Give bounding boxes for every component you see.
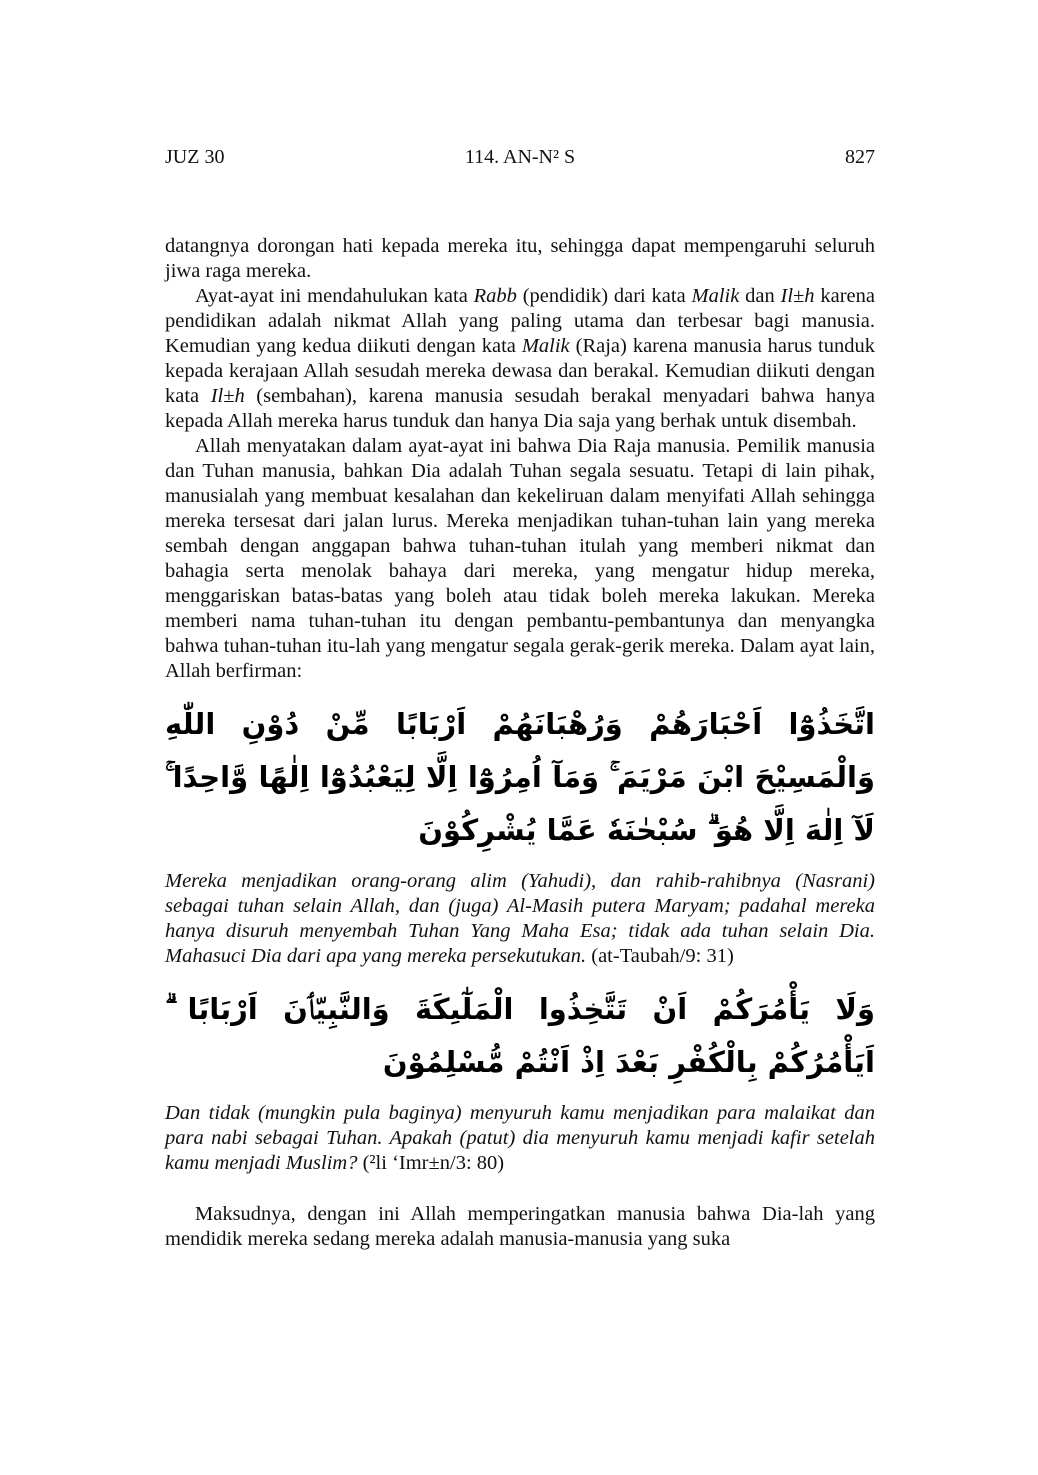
term-ilah: Il±h — [780, 285, 815, 307]
surah-title: 114. AN-N² S — [464, 146, 576, 168]
verse-reference: (at-Taubah/9: 31) — [591, 945, 734, 967]
paragraph-3: Allah menyatakan dalam ayat-ayat ini bahwa Dia Raja manusia. Pemilik manusia dan Tuhan manusia, bahkan Dia adalah Tuhan segala sesuatu. Tetapi di lain pihak, manusialah yang membuat kesalahan dan kekeliruan dalam menyifati Allah sehingga mereka tersesat dari jalan lurus. Mereka menjadikan tuhan-tuhan lain yang mereka sembah dengan anggapan bahwa tuhan-tuhan itulah yang memberi nikmat dan bahagia serta menolak bahaya dari mereka, yang mengatur hidup mereka, menggariskan batas-batas yang boleh atau tidak boleh mereka lakukan. Mereka memberi nama tuhan-tuhan itu dengan pembantu-pembantunya dan menyangka bahwa tuhan-tuhan itu-lah yang mengatur segala gerak-gerik mereka. Dalam ayat lain, Allah berfirman: — [165, 435, 875, 682]
translation-at-taubah: Mereka menjadikan orang-orang alim (Yahudi), dan rahib-rahibnya (Nasrani) sebagai tuhan selain Allah, dan (juga) Al-Masih putera Maryam; padahal mereka hanya disuruh menyembah Tuhan Yang Maha Esa; tidak ada tuhan selain Dia. Mahasuci Dia dari apa yang mereka persekutukan. (at-Taubah/9: 31) — [165, 870, 875, 967]
verse-reference: (²li ‘Imr±n/3: 80) — [362, 1152, 505, 1174]
page-header — [165, 146, 875, 176]
paragraph-4: Maksudnya, dengan ini Allah memperingatkan manusia bahwa Dia-lah yang mendidik mereka sedang mereka adalah manusia-manusia yang suka — [165, 1203, 875, 1250]
term-ilah: Il±h — [210, 385, 245, 407]
term-malik: Malik — [521, 335, 570, 357]
term-malik: Malik — [691, 285, 740, 307]
arabic-verse-ali-imran: وَلَا يَأْمُرَكُمْ اَنْ تَتَّخِذُوا الْمَلٰٓىِكَةَ وَالنَّبِيّٲنَ اَرْبَابًا ۗ اَيَأْمُرُكُمْ بِالْكُفْرِ بَعْدَ اِذْ اَنْتُمْ مُّسْلِمُوْنَ — [165, 992, 875, 1079]
translation-ali-imran: Dan tidak (mungkin pula baginya) menyuruh kamu menjadikan para malaikat dan para nabi sebagai Tuhan. Apakah (patut) dia menyuruh kamu menjadi kafir setelah kamu menjadi Muslim? (²li ‘Imr±n/3: 80) — [165, 1102, 875, 1174]
spacer — [165, 1176, 875, 1202]
term-rabb: Rabb — [473, 285, 517, 307]
paragraph-1: datangnya dorongan hati kepada mereka itu, sehingga dapat mempengaruhi seluruh jiwa raga mereka. — [165, 235, 875, 282]
juz-label: JUZ 30 — [165, 146, 225, 168]
arabic-verse-at-taubah: اتَّخَذُوْٓا اَحْبَارَهُمْ وَرُهْبَانَهُمْ اَرْبَابًا مِّنْ دُوْنِ اللّٰهِ وَالْمَسِيْحَ ابْنَ مَرْيَمَ ۚ وَمَآ اُمِرُوْٓا اِلَّا لِيَعْبُدُوْٓا اِلٰهًا وَّاحِدًا ۚ لَآ اِلٰهَ اِلَّا هُوَ ۗ سُبْحٰنَهٗ عَمَّا يُشْرِكُوْنَ — [165, 707, 875, 847]
page-body — [165, 234, 875, 1252]
paragraph-2: Ayat-ayat ini mendahulukan kata Rabb (pendidik) dari kata Malik dan Il±h karena pendidikan adalah nikmat Allah yang paling utama dan terbesar bagi manusia. Kemudian yang kedua diikuti dengan kata Malik (Raja) karena manusia harus tunduk kepada kerajaan Allah sesudah mereka dewasa dan berakal. Kemudian diikuti dengan kata Il±h (sembahan), karena manusia sesudah berakal menyadari bahwa hanya kepada Allah mereka harus tunduk dan hanya Dia saja yang berhak untuk disembah. — [165, 285, 875, 432]
page-number: 827 — [845, 146, 875, 168]
